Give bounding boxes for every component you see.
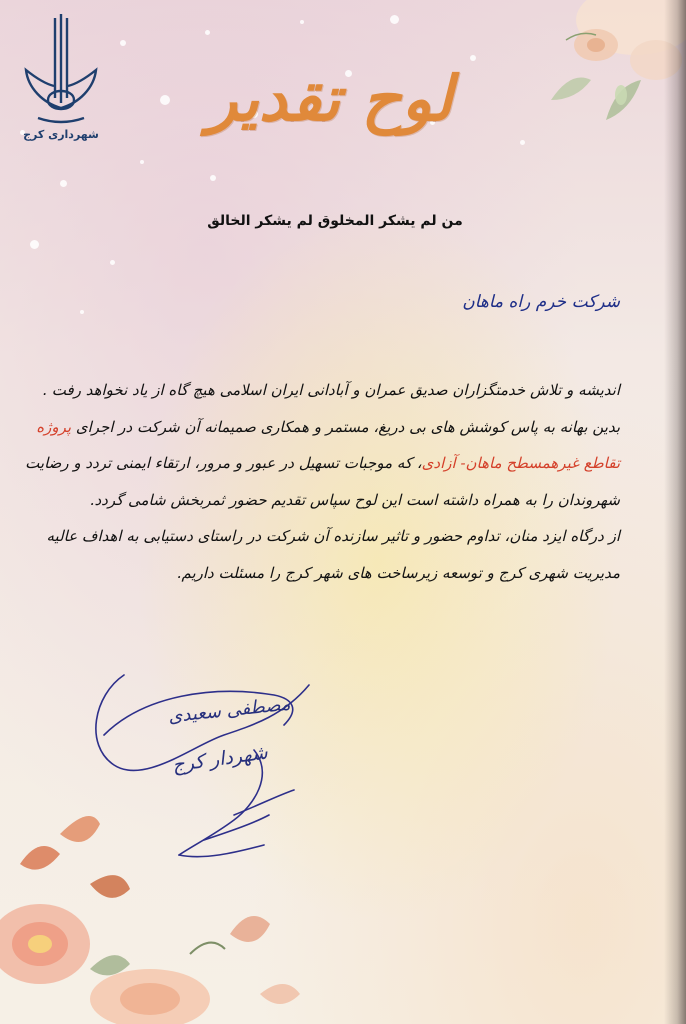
body-paragraph-2-end: ، که موجبات تسهیل در عبور و مرور، ارتقاء ایمنی تردد و رضایت شهروندان را به همراه داشته است این لوح سپاس تقدیم حضور ثمربخش شامی گردد. [25,454,620,509]
bokeh-dot [520,140,525,145]
certificate-subtitle: من لم یشکر المخلوق لم یشکر الخالق [207,213,463,229]
logo-caption: شهرداری کرج [23,128,99,141]
signer-title: شهردار کرج [170,741,269,777]
bokeh-dot [205,30,210,35]
karaj-municipality-logo [18,8,104,148]
body-paragraph-1: اندیشه و تلاش خدمتگزاران صدیق عمران و آبادانی ایران اسلامی هیچ گاه از یاد نخواهد رفت . [42,381,620,399]
body-paragraph-3: از درگاه ایزد منان، تداوم حضور و تاثیر سازنده آن شرکت در راستای دستیابی به اهداف عالیه مدیریت شهری کرج و توسعه زیرساخت های شهر کرج را مسئلت داریم. [46,527,620,582]
bokeh-dot [140,160,144,164]
floral-decoration-bottom [0,794,330,1024]
recipient-name: شرکت خرم راه ماهان [462,292,620,312]
bokeh-dot [300,20,304,24]
signer-name: مصطفی سعیدی [167,693,292,728]
bokeh-dot [30,240,39,249]
bokeh-dot [210,175,216,181]
body-paragraph-2 [20,409,620,519]
bokeh-dot [60,180,67,187]
body-paragraph-2-start: بدین بهانه به پاس کوشش های بی دریغ، مستمر و همکاری صمیمانه آن شرکت در اجرای [75,417,620,436]
project-name-highlight: پروژه تقاطع غیرهمسطح ماهان- آزادی [36,417,620,472]
bokeh-dot [110,260,115,265]
bokeh-dot [390,15,399,24]
certificate-body [20,372,620,591]
certificate-title: لوح تقدیر [207,62,453,135]
bokeh-dot [120,40,126,46]
bokeh-dot [80,310,84,314]
page-edge-shadow [664,0,686,1024]
